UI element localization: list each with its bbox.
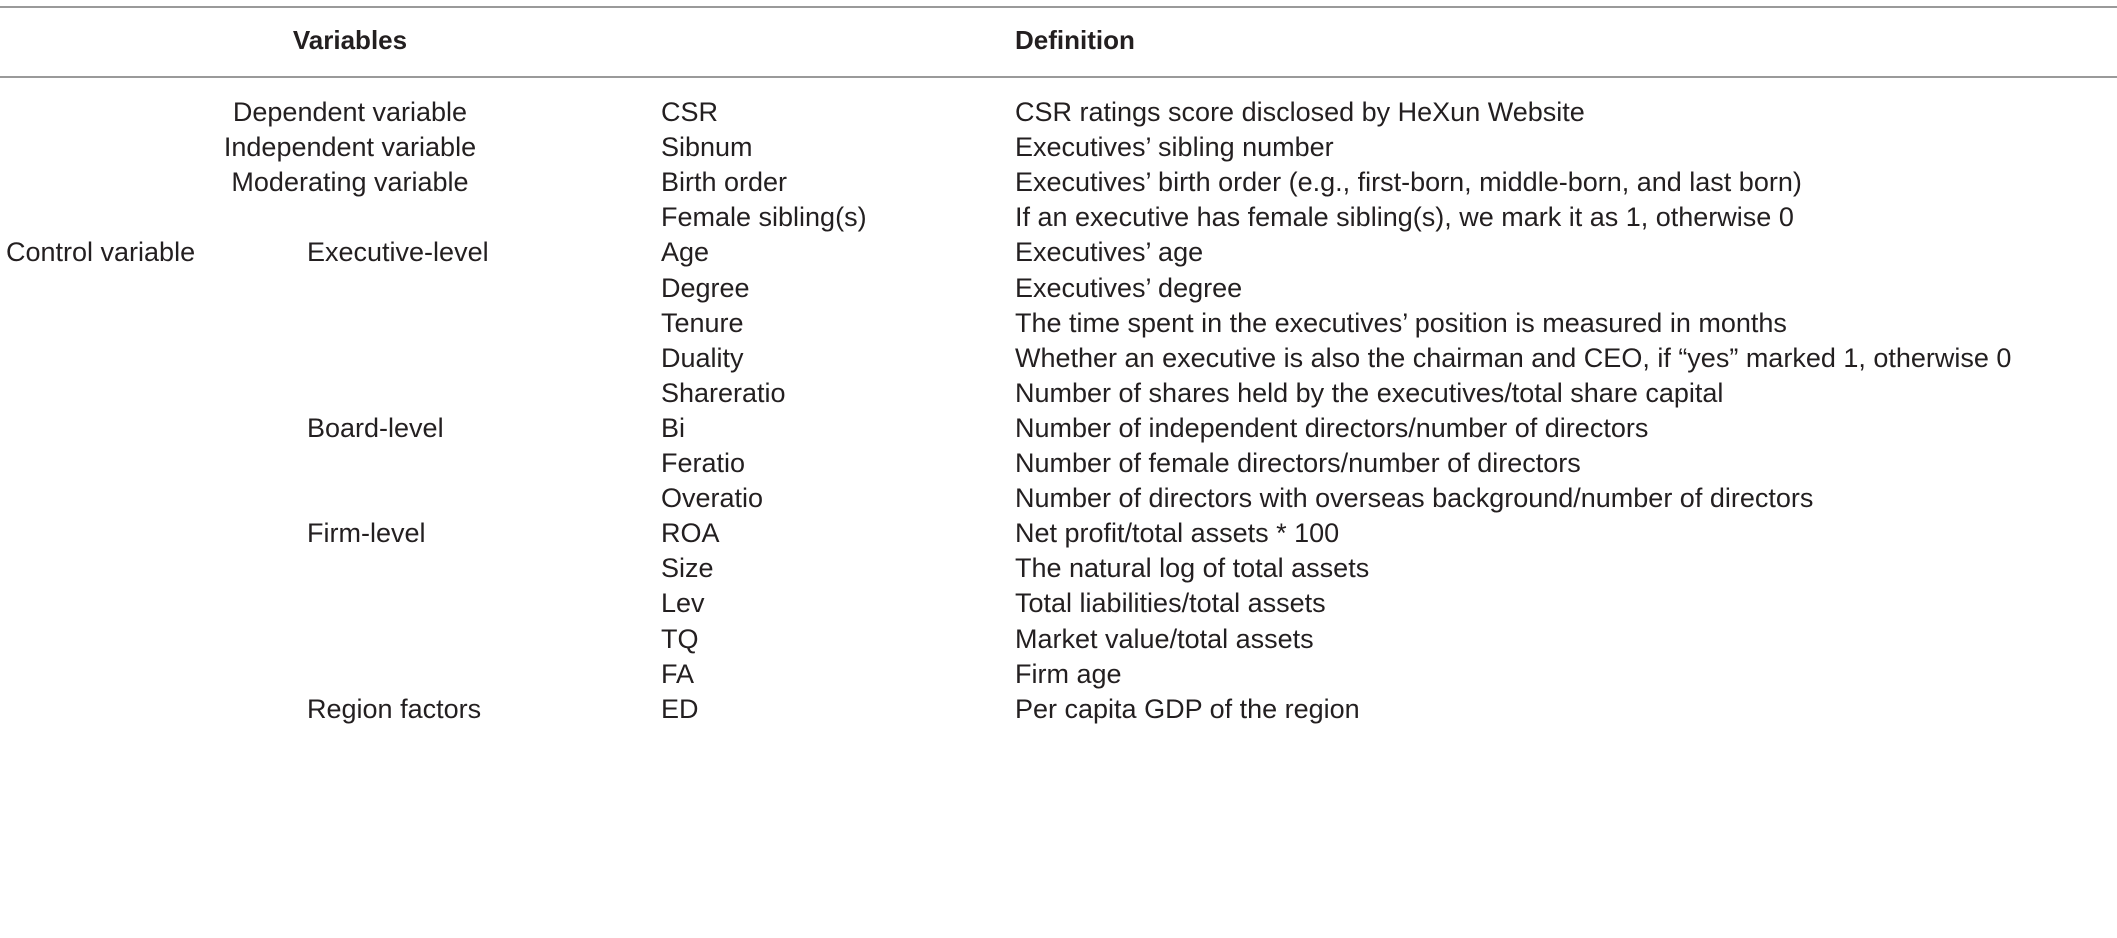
variable-category: Independent variable — [223, 132, 477, 163]
variable-definition: Number of shares held by the executives/total share capital — [1015, 377, 1724, 408]
variable-name: ED — [661, 693, 699, 724]
variable-definition: Net profit/total assets * 100 — [1015, 518, 1340, 549]
variable-name: CSR — [661, 97, 719, 127]
variable-definition: The natural log of total assets — [1015, 553, 1370, 584]
variable-definition: Executives’ degree — [1015, 272, 1243, 303]
variable-name: Lev — [661, 588, 705, 619]
variable-level: Firm-level — [307, 518, 426, 549]
variable-definition: Market value/total assets — [1015, 623, 1314, 654]
variable-definition: If an executive has female sibling(s), we mark it as 1, otherwise 0 — [1015, 202, 1794, 233]
variable-definition: Executives’ sibling number — [1015, 132, 1334, 163]
table-top-rule — [0, 6, 2117, 8]
variable-level: Executive-level — [307, 237, 489, 268]
variable-name: Duality — [661, 342, 744, 373]
variable-definition: Number of female directors/number of directors — [1015, 448, 1581, 478]
variable-name: FA — [661, 658, 695, 689]
variable-definition: CSR ratings score disclosed by HeXun Website — [1015, 97, 1585, 127]
variable-name: Size — [661, 553, 714, 584]
variable-name: ROA — [661, 518, 720, 549]
variable-name: Age — [661, 237, 710, 268]
variable-category: Dependent variable — [232, 97, 468, 127]
header-definition: Definition — [1015, 25, 1135, 55]
variable-name: Female sibling(s) — [661, 202, 867, 233]
variable-name: Shareratio — [661, 377, 786, 408]
variable-definition: Executives’ age — [1015, 237, 1204, 268]
variable-definition: Total liabilities/total assets — [1015, 588, 1326, 619]
header-bottom-rule — [0, 76, 2117, 78]
variable-name: Tenure — [661, 307, 744, 338]
variable-level: Board-level — [307, 412, 444, 443]
variable-definition: The time spent in the executives’ position is measured in months — [1015, 307, 1787, 338]
variable-level: Region factors — [307, 693, 482, 724]
variable-name: Birth order — [661, 167, 788, 198]
variable-definition: Per capita GDP of the region — [1015, 693, 1360, 724]
variable-name: TQ — [661, 623, 699, 654]
variable-definition: Number of independent directors/number of directors — [1015, 412, 1649, 443]
variable-name: Feratio — [661, 448, 746, 478]
control-variable-label: Control variable — [6, 237, 196, 268]
variable-definition: Whether an executive is also the chairman and CEO, if “yes” marked 1, otherwise 0 — [1015, 342, 2012, 373]
variable-definition: Executives’ birth order (e.g., first-born, middle-born, and last born) — [1015, 167, 1802, 198]
variable-name: Sibnum — [661, 132, 753, 163]
variable-definition: Firm age — [1015, 658, 1122, 689]
variable-name: Overatio — [661, 483, 764, 514]
header-variables: Variables — [292, 25, 408, 55]
variable-name: Bi — [661, 412, 686, 443]
variable-name: Degree — [661, 272, 750, 303]
variable-definition: Number of directors with overseas background/number of directors — [1015, 483, 1814, 514]
variable-category: Moderating variable — [231, 167, 469, 198]
